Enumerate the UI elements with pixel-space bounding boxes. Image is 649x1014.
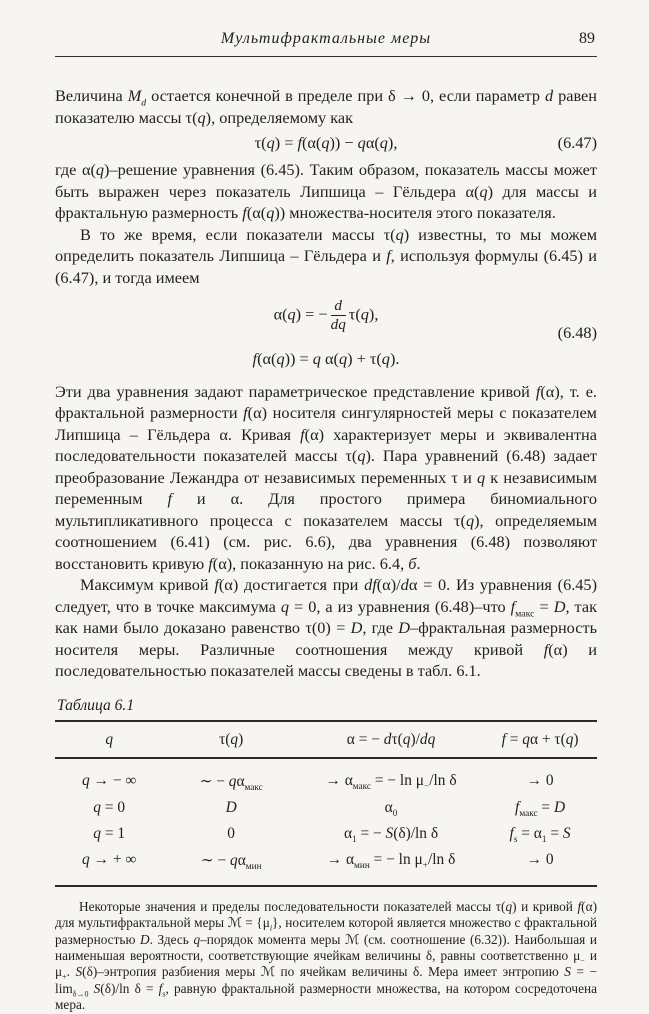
- table-cell: → 0: [526, 850, 554, 868]
- fraction-numerator: d: [331, 298, 346, 316]
- table-6-1: [55, 720, 597, 887]
- equation-648-line1-pre: α(q) = −: [273, 304, 328, 324]
- equation-647: [55, 133, 597, 153]
- table-header-tau: τ(q): [219, 730, 244, 748]
- paragraph-after-eq647: где α(q)–решение уравнения (6.45). Таким образом, показатель массы может быть выражен через показатель Липшица – Гёльдера α(q) для массы и фрактальную размерность f(α(q)) множества-носителя этого показателя.: [55, 160, 597, 222]
- table-caption: Таблица 6.1: [57, 696, 135, 714]
- table-cell: ∼ − $q\alpha_{мин}$: [200, 851, 262, 871]
- table-cell: $f_{макс} = D$: [515, 798, 566, 818]
- table-cell: $\alpha_0$: [384, 798, 398, 818]
- table-cell: → 0: [526, 771, 554, 789]
- paragraph-known-mass: В то же время, если показатели массы τ(q) известны, то мы можем определить показатель Липшица – Гёльдера и f, используя формулы (6.45) и (6.47), и тогда имеем: [55, 224, 598, 287]
- paragraph-maximum: Максимум кривой f(α) достигается при df(α)/dα = 0. Из уравнения (6.45) следует, что в точке максимума q = 0, а из уравнения (6.48)–что $f_{макс} = D$, так как нами было доказано равенство τ(0) = D, где D–фрактальная размерность носителя меры. Различные соотношения между кривой f(α) и последовательностью показателей массы сведены в табл. 6.1.: [55, 575, 598, 681]
- table-cell: $f_s = \alpha_1 = S$: [509, 824, 571, 844]
- table-header-f: f = qα + τ(q): [501, 730, 579, 748]
- fraction-denominator: dq: [330, 316, 346, 334]
- paragraph-legendre: Эти два уравнения задают параметрическое представление кривой f(α), т. е. фрактальной размерности f(α) носителя сингулярностей меры с показателем Липшица – Гёльдера α. Кривая f(α) характеризует меры и эквивалентна последовательности показателей массы τ(q). Пара уравнений (6.48) задает преобразование Лежандра от независимых переменных τ и q к независимым переменным f и α. Для простого примера биномиального мультипликативного процесса с показателем массы τ(q), определяемым соотношением (6.41) (см. рис. 6.6), два уравнения (6.48) позволяют восстановить кривую f(α), показанную на рис. 6.4, б.: [55, 381, 598, 573]
- equation-647-label: (6.47): [557, 133, 597, 152]
- table-cell: q → + ∞: [82, 850, 137, 868]
- equation-648-line2: f(α(q)) = q α(q) + τ(q).: [252, 348, 400, 368]
- page-number: 89: [579, 30, 595, 47]
- table-header-q: q: [105, 730, 114, 748]
- table-cell: D: [225, 798, 237, 816]
- table-footnote: Некоторые значения и пределы последовательности показателей массы τ(q) и кривой f(α) для мультифрактальной меры ℳ = $\{\mu_i\}$, носителем которой является множество с фрактальной размерностью D. Здесь q–порядок момента меры ℳ (см. соотношение (6.32)). Наибольшая и наименьшая вероятности, соответствующие ячейкам величины δ, равны соответственно $\mu_-$ и $\mu_+$. S(δ)–энтропия разбиения меры ℳ по ячейкам величины δ. Мера имеет энтропию S = − $\lim_{\delta\to 0} S(\delta)/\ln$ $\delta = f_s$, равную фрактальной размерности множества, на котором сосредоточена мера.: [55, 898, 597, 1013]
- table-cell: q = 1: [93, 824, 126, 842]
- table-row: [55, 825, 597, 843]
- fraction-d-dq: [331, 298, 346, 334]
- table-body: [55, 759, 597, 885]
- table-row: [55, 772, 597, 791]
- equation-648-line1: [274, 298, 379, 334]
- table-cell: $\alpha_1$ = − S(δ)/ln δ: [343, 824, 439, 844]
- table-cell: → $\alpha_{мин}$ = − $\ln \mu_+/\ln$ δ: [326, 850, 456, 870]
- equation-648: [55, 298, 597, 369]
- table-row: [55, 851, 597, 870]
- table-header-alpha: α = − dτ(q)/dq: [346, 730, 436, 748]
- table-cell: 0: [227, 824, 235, 842]
- running-head: [55, 30, 597, 57]
- equation-648-line1-post: τ(q),: [348, 304, 379, 324]
- table-cell: q = 0: [93, 798, 126, 816]
- table-cell: q → − ∞: [82, 771, 137, 789]
- table-cell: ∼ − $q\alpha_{макс}$: [199, 772, 263, 792]
- table-cell: → $\alpha_{макс}$ = − $\ln \mu_-/\ln$ δ: [325, 771, 457, 791]
- equation-647-body: τ(q) = f(α(q)) − qα(q),: [254, 133, 398, 152]
- table-header-row: [55, 722, 597, 759]
- equation-648-label: (6.48): [557, 323, 597, 343]
- table-row: [55, 799, 597, 817]
- running-title: Мультифрактальные меры: [220, 30, 432, 47]
- paragraph-intro: Величина $M_d$ остается конечной в пределе при δ → 0, если параметр d равен показателю массы τ(q), определяемому как: [55, 86, 597, 127]
